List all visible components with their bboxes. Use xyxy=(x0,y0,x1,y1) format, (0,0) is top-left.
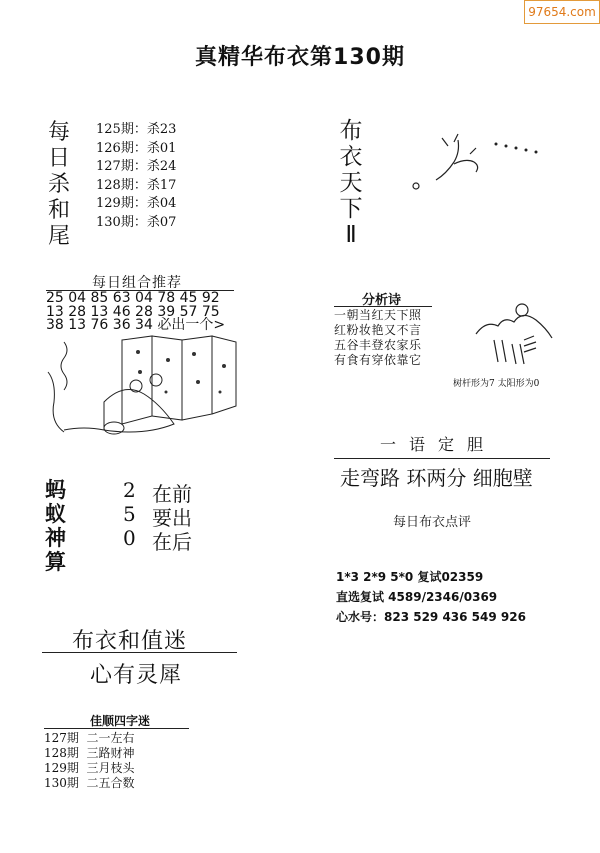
one-sentence-text: 走弯路 环两分 细胞壁 xyxy=(340,466,533,490)
buyi-world-label xyxy=(338,118,364,248)
label-char: 神 xyxy=(45,526,66,550)
scholars-illustration xyxy=(44,332,240,444)
ant-number: 0 xyxy=(123,526,136,550)
combo-row: 13 28 13 46 28 39 57 75 xyxy=(46,303,220,320)
buyi-riddle-answer: 心有灵犀 xyxy=(90,663,183,688)
combo-row: 38 13 76 36 34 必出一个> xyxy=(46,317,226,333)
divider xyxy=(334,306,432,307)
label-char: 布 xyxy=(339,118,363,144)
one-sentence-title: 一语定胆 xyxy=(380,435,497,454)
tree-sun-sketch xyxy=(470,300,556,366)
list-item: 130期 二五合数 xyxy=(44,776,135,790)
divider xyxy=(42,652,237,653)
label-char: 和 xyxy=(48,198,71,223)
ant-number: 2 xyxy=(123,478,136,502)
review-line: 心水号：823 529 436 549 926 xyxy=(336,610,526,624)
label-char: 衣 xyxy=(339,144,363,170)
label-char: 日 xyxy=(48,146,71,171)
ant-god-label xyxy=(45,478,69,574)
combo-title: 每日组合推荐 xyxy=(92,275,182,291)
ant-text: 在后 xyxy=(152,530,192,554)
label-char: 杀 xyxy=(48,172,71,197)
label-char: 蚁 xyxy=(45,502,66,526)
page-title: 真精华布衣第130期 xyxy=(195,45,405,70)
branch-sketch xyxy=(402,124,552,196)
review-line: 直选复试 4589/2346/0369 xyxy=(336,590,498,604)
combo-numbers xyxy=(46,292,225,333)
ant-text: 在前 xyxy=(152,482,192,506)
label-char: Ⅱ xyxy=(345,222,357,248)
list-item: 126期：杀01 xyxy=(96,140,177,156)
label-char: 每 xyxy=(48,120,71,145)
review-line: 1*3 2*9 5*0 复试02359 xyxy=(336,570,484,584)
label-char: 蚂 xyxy=(45,478,66,502)
poem-lines xyxy=(334,308,422,368)
label-char: 天 xyxy=(339,170,363,196)
divider xyxy=(334,458,550,459)
label-char: 算 xyxy=(45,550,66,574)
poem-line: 五谷丰登农家乐 xyxy=(334,338,422,352)
list-item: 128期 三路财神 xyxy=(44,746,135,760)
four-char-riddle-title: 佳顺四字迷 xyxy=(90,714,151,728)
four-char-riddle-list xyxy=(44,731,135,791)
list-item: 127期：杀24 xyxy=(96,159,177,175)
poem-title: 分析诗 xyxy=(362,293,402,308)
buyi-riddle-title: 布衣和值迷 xyxy=(72,629,188,654)
kill-tail-label xyxy=(48,120,70,250)
poem-line: 有食有穿依靠它 xyxy=(334,353,422,367)
list-item: 127期 二一左右 xyxy=(44,731,135,745)
site-watermark: 97654.com xyxy=(524,0,600,24)
shape-note: 树杆形为7 太阳形为0 xyxy=(453,379,540,389)
list-item: 129期：杀04 xyxy=(96,196,177,212)
ant-text: 要出 xyxy=(152,506,192,530)
poem-line: 一朝当红天下照 xyxy=(334,308,422,322)
daily-review-title: 每日布衣点评 xyxy=(393,515,472,530)
combo-row: 25 04 85 63 04 78 45 92 xyxy=(46,290,220,306)
list-item: 129期 三月枝头 xyxy=(44,761,135,775)
kill-tail-list xyxy=(96,121,176,233)
divider xyxy=(44,728,189,729)
poem-line: 红粉妆艳又不言 xyxy=(334,323,422,337)
label-char: 下 xyxy=(339,196,363,222)
ant-number: 5 xyxy=(123,502,136,526)
list-item: 125期：杀23 xyxy=(96,122,177,137)
list-item: 130期：杀07 xyxy=(96,214,177,230)
list-item: 128期：杀17 xyxy=(96,177,177,193)
label-char: 尾 xyxy=(48,224,71,249)
